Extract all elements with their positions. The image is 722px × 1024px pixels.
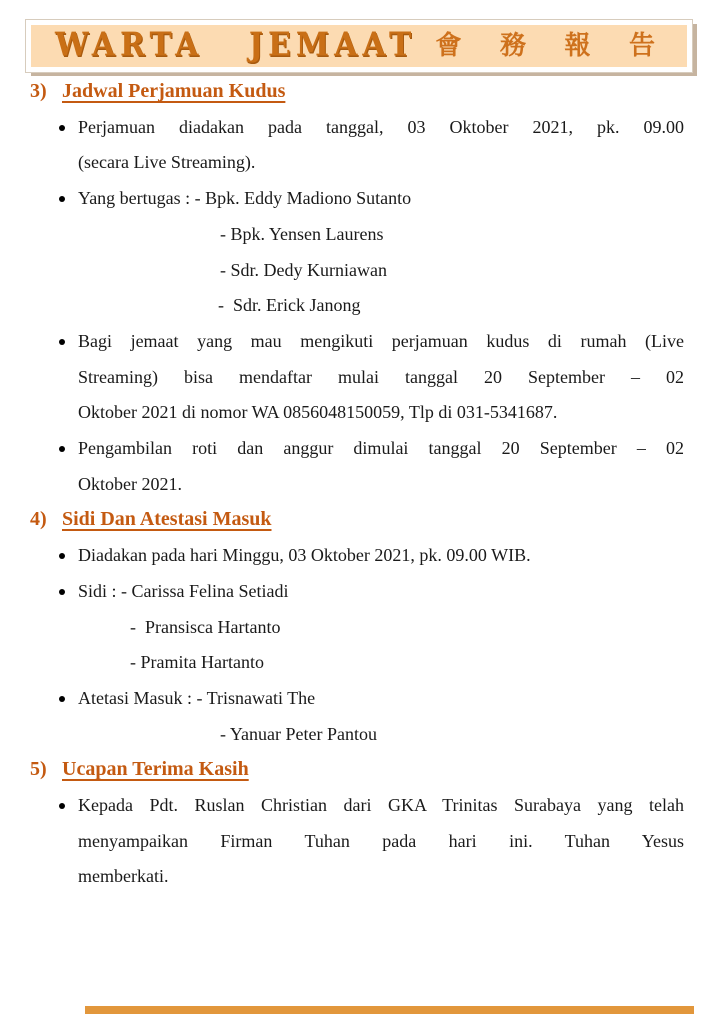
footer-orange-bar [85,1006,694,1014]
bullet-dot [59,803,65,809]
header-banner-box [26,20,692,72]
bullet-dot [59,589,65,595]
item-line: - Pramita Hartanto [130,652,264,673]
bullet-item-line: Perjamuan diadakan pada tanggal, 03 Oktober 2021, pk. 09.00 [78,110,684,146]
item-line: Streaming) bisa mendaftar mulai tanggal 20 September – 02 [78,366,684,387]
bullet-dot [59,125,65,131]
bullet-item-line: Diadakan pada hari Minggu, 03 Oktober 2021, pk. 09.00 WIB. [78,538,684,574]
item-line: (secara Live Streaming). [78,152,256,173]
item-line: menyampaikan Firman Tuhan pada hari ini. Tuhan Yesus [78,830,684,851]
bullet-item-line: Atetasi Masuk : - Trisnawati The [78,681,684,717]
section-number: 3) [30,80,47,102]
item-line: Oktober 2021. [78,473,182,494]
section-title: Jadwal Perjamuan Kudus [62,80,286,102]
item-line: Oktober 2021 di nomor WA 0856048150059, Tlp di 031-5341687. [78,402,558,423]
item-line: - Pransisca Hartanto [130,616,281,637]
bullet-item-line: Kepada Pdt. Ruslan Christian dari GKA Trinitas Surabaya yang telah [78,788,684,824]
item-line: - Yanuar Peter Pantou [220,723,377,744]
section-heading [30,502,684,538]
section-heading [30,74,684,110]
bulletin-content [0,74,722,895]
bullet-dot [59,553,65,559]
section-number: 5) [30,758,47,781]
section-heading [30,752,684,788]
bullet-item-line: Yang bertugas : - Bpk. Eddy Madiono Sutanto [78,181,684,217]
item-line: - Sdr. Dedy Kurniawan [220,259,387,280]
bullet-item-line: Bagi jemaat yang mau mengikuti perjamuan kudus di rumah (Live [78,324,684,360]
bullet-dot [59,446,65,452]
bullet-dot [59,339,65,345]
header-banner [26,20,692,72]
bullet-item-line: Sidi : - Carissa Felina Setiadi [78,574,684,610]
bullet-item-line: Pengambilan roti dan anggur dimulai tanggal 20 September – 02 [78,431,684,467]
item-line: - Bpk. Yensen Laurens [220,223,384,244]
section-title: Ucapan Terima Kasih [62,758,249,781]
section-number: 4) [30,508,47,531]
item-line: memberkati. [78,866,169,887]
section-title: Sidi Dan Atestasi Masuk [62,508,272,531]
item-line: - Sdr. Erick Janong [218,295,361,316]
bullet-dot [59,196,65,202]
bullet-dot [59,696,65,702]
banner-title-chinese: 會 務 報 告 [435,31,671,60]
banner-title-warta-jemaat: WARTA JEMAAT [55,26,417,65]
